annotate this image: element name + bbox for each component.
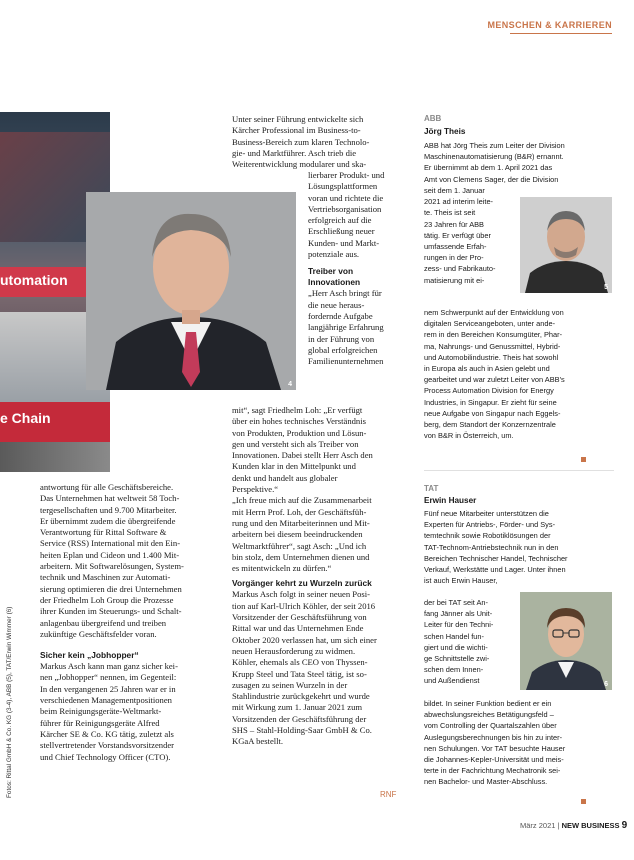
text-line: technik und Maschinen zur Automati- <box>40 572 171 583</box>
text-line: sierung optimieren die drei Unternehmen <box>40 583 182 594</box>
text-line: Markus Asch kann man ganz sicher kei- <box>40 661 178 672</box>
text-line: stellvertretender Vorstandsvorsitzender <box>40 740 175 751</box>
text-line: Kärcher Professional im Business-to- <box>232 125 361 136</box>
text-line: Vertriebsorganisation <box>308 203 382 214</box>
text-line: 2021 ad interim leite- <box>424 197 494 207</box>
text-line: tion auf Karl-Ulrich Köhler, der seit 2016 <box>232 600 376 611</box>
text-line: rung und den Mitarbeiterinnen und Mit- <box>232 517 370 528</box>
text-line: Weltmarktführer“, sagt Asch: „Und ich <box>232 540 367 551</box>
text-line: Krupp Steel und Tata Steel tätig, ist so- <box>232 668 367 679</box>
text-line: heiten Eplan und Cideon und 1.400 Mit- <box>40 549 180 560</box>
text-line: Markus Asch folgt in seiner neuen Posi- <box>232 589 370 600</box>
text-line: voran und richtete die <box>308 192 384 203</box>
text-line: gie- und Marktführer. Asch trieb die <box>232 147 357 158</box>
text-line: Fünf neue Mitarbeiter unterstützen die <box>424 509 549 518</box>
heading-innovationen: Treiber von Innovationen <box>308 266 361 288</box>
text-line: in der Führung von <box>308 333 375 344</box>
text-line: Stahlindustrie zurückgekehrt und wurde <box>232 691 370 702</box>
text-line: fang Jänner als Unit- <box>424 609 493 619</box>
text-line: 23 Jahren für ABB <box>424 219 484 229</box>
text-line: „Ich freue mich auf die Zusammenarbeit <box>232 495 372 506</box>
divider <box>424 470 614 471</box>
text-line: es mitentwickeln zu dürfen.“ <box>232 563 332 574</box>
column-1-paragraph <box>40 482 218 640</box>
text-line: tätig. Er verfügt über <box>424 230 491 240</box>
text-line: TAT-Technom-Antriebstechnik nun in den <box>424 542 559 552</box>
text-line: ABB hat Jörg Theis zum Leiter der Division <box>424 141 565 150</box>
text-line: die neue heraus- <box>308 299 365 310</box>
text-line: Das Unternehmen hat weltweit 58 Toch- <box>40 493 180 504</box>
photo-number: 5 <box>604 284 608 291</box>
text-line: und Außendienst <box>424 676 480 686</box>
text-line: Experten für Antriebs-, Förder- und Sys- <box>424 520 556 530</box>
footer-date: März 2021 <box>520 821 556 830</box>
text-line: ist auch Erwin Hauser, <box>424 576 498 586</box>
text-line: von B&R in Österreich, um. <box>424 431 514 441</box>
text-line: neuen Herausforderung zu widmen. <box>232 645 356 656</box>
text-line: te. Theis ist seit <box>424 208 476 218</box>
portrait-asch-drawing <box>86 192 296 390</box>
text-line: Perspektive.“ <box>232 484 279 495</box>
text-line: Bereichen Technischer Handel, Technischer <box>424 553 568 563</box>
text-line: in Europa als auch in Asien gelebt und <box>424 364 550 374</box>
label-tat: TAT <box>424 484 439 493</box>
text-line: Weiterentwicklung modularer und ska- <box>232 159 367 170</box>
text-line: Verantwortung für Rittal Software & <box>40 527 167 538</box>
text-line: umfassende Erfah- <box>424 242 487 252</box>
text-line: arbeitern. Mit Softwarelösungen, System- <box>40 561 184 572</box>
text-line: ma, Nahrungs- und Genussmittel, Hybrid- <box>424 341 561 351</box>
abb-text-full <box>424 140 614 185</box>
text-line: Vorsitzender der Geschäftsführung von <box>232 612 367 623</box>
text-line: schen Handel fun- <box>424 631 484 641</box>
tat-text-rest <box>424 698 614 788</box>
text-line: erfolgreich auf die <box>308 215 372 226</box>
portrait-hauser-drawing <box>520 592 612 690</box>
photo-number: 4 <box>288 381 292 388</box>
text-line: Oktober 2020 verlassen hat, um sich einer <box>232 634 377 645</box>
text-line: SHS – Stahl-Holding-Saar GmbH & Co. <box>232 725 372 736</box>
text-line: terte in der Fachrichtung Mechatronik sei- <box>424 766 561 776</box>
column-1-paragraph-2 <box>40 661 218 763</box>
text-line: Rittal war und das Unternehmen Ende <box>232 623 364 634</box>
text-line: mit Herrn Prof. Loh, der Geschäftsfüh- <box>232 506 367 517</box>
column-1 <box>40 482 218 763</box>
text-line: In den vergangenen 25 Jahren war er in <box>40 683 176 694</box>
heading-jobhopper: Sicher kein „Jobhopper“ <box>40 650 139 661</box>
text-line: Lösungsplattformen <box>308 181 378 192</box>
portrait-hauser <box>520 592 612 690</box>
page-number: 9 <box>621 820 628 831</box>
text-line: Business-Bereich zum klaren Technolo- <box>232 136 370 147</box>
text-line: zess- und Fabrikauto- <box>424 264 496 274</box>
text-line: antwortung für alle Geschäftsbereiche. <box>40 482 174 492</box>
text-line: berg, dem Standort der Konzernzentrale <box>424 420 556 430</box>
tat-text-narrow <box>424 597 516 687</box>
text-line: die Johannes-Kepler-Universität und meis- <box>424 755 564 765</box>
photo-number: 6 <box>604 681 608 688</box>
section-rule <box>510 33 612 34</box>
text-line: Verkauf, Werkstätte und Lager. Unter ihnen <box>424 565 566 575</box>
label-abb: ABB <box>424 114 442 123</box>
text-line: matisierung mit ei- <box>424 275 485 285</box>
text-line: seit dem 1. Januar <box>424 186 485 195</box>
photo-credit-text: Fotos: Rittal GmbH & Co. KG (3-4), ABB (5), TAT/Erwin Wimmer (6) <box>6 606 13 798</box>
text-line: lierbarer Produkt- und <box>308 170 385 180</box>
text-line: Köhler, ehemals als CEO von Thyssen- <box>232 657 368 668</box>
text-line: vom Controlling der Quartalszahlen über <box>424 721 557 731</box>
text-line: Vorsitzenden der Geschäftsführung der <box>232 713 367 724</box>
text-line: von Produkten, Produktion und Lösun- <box>232 427 367 438</box>
footer-magazine: NEW BUSINESS <box>561 821 620 830</box>
text-line: nen „Jobhopper“ nennen, im Gegenteil: <box>40 672 177 683</box>
text-line: arbeitern bei diesem beeindruckenden <box>232 529 363 540</box>
portrait-theis-drawing <box>520 197 612 293</box>
text-line: Auslegungsberechnungen bis hin zu inter- <box>424 732 563 742</box>
text-line: und Automobilindustrie. Theis hat sowohl <box>424 352 559 362</box>
text-line: bin stolz, dem Unternehmen dienen und <box>232 551 370 562</box>
text-line: Service (RSS) International mit den Ein- <box>40 538 181 549</box>
text-line: zusagen zu seinen Wurzeln in der <box>232 679 348 690</box>
text-line: Erschließung neuer <box>308 226 375 237</box>
text-line: nen Schulungen. Vor TAT besuchte Hauser <box>424 743 566 753</box>
text-line: „Herr Asch bringt für <box>308 288 382 299</box>
text-line: zukünftige Geschäftsfelder voran. <box>40 628 157 639</box>
text-line: Leiter für den Techni- <box>424 620 494 630</box>
text-line: Unter seiner Führung entwickelte sich <box>232 114 364 124</box>
name-hauser: Erwin Hauser <box>424 496 477 505</box>
text-line: über ein hohes technisches Verständnis <box>232 416 366 427</box>
text-line: Familienunternehmen <box>308 356 384 367</box>
text-line: Maschinenautomatisierung (B&R) ernannt. <box>424 152 564 162</box>
text-line: ge Schnittstelle zwi- <box>424 654 490 664</box>
text-line: Kunden klar in den Mittelpunkt und <box>232 461 356 472</box>
text-line: ihrer Kunden im Steuerungs- und Schalt- <box>40 606 182 617</box>
image-label-automation: utomation <box>0 272 68 288</box>
text-line: fordernde Aufgabe <box>308 310 373 321</box>
name-theis: Jörg Theis <box>424 127 466 136</box>
image-label-chain: e Chain <box>0 410 51 426</box>
text-line: langjährige Erfahrung <box>308 322 384 333</box>
text-line: bildet. In seiner Funktion bedient er ein <box>424 699 552 708</box>
portrait-theis <box>520 197 612 293</box>
footer: März 2021 | NEW BUSINESS 9 <box>520 820 628 831</box>
text-line: Er übernimmt zudem die übergreifende <box>40 515 176 526</box>
text-line: verschiedenen Managementpositionen <box>40 695 172 706</box>
text-line: Industries, in Singapur. Er zieht für seine <box>424 397 557 407</box>
abb-text-narrow <box>424 185 516 286</box>
column-2-top <box>232 114 402 170</box>
end-square <box>581 449 586 467</box>
text-line: schen dem Innen- <box>424 665 484 675</box>
text-line: nem Schwerpunkt auf der Entwicklung von <box>424 308 564 317</box>
text-line: Er übernimmt ab dem 1. April 2021 das <box>424 163 553 173</box>
text-line: neue Aufgabe von Singapur nach Eggels- <box>424 408 561 418</box>
text-line: global erfolgreichen <box>308 344 378 355</box>
text-line: Kunden- und Markt- <box>308 237 380 248</box>
text-line: denkt und handelt aus globaler <box>232 472 338 483</box>
text-line: rungen in der Pro- <box>424 253 484 263</box>
text-line: Amt von Clemens Sager, der die Division <box>424 174 559 184</box>
photo-credit <box>6 560 18 860</box>
text-line: anlagenbau übergreifend und treiben <box>40 617 167 628</box>
section-label: MENSCHEN & KARRIEREN <box>487 20 612 30</box>
text-line: gearbeitet und war zuletzt Leiter von ABB's <box>424 375 565 385</box>
text-line: Innovationen. Dabei stellt Herr Asch den <box>232 450 373 461</box>
column-2-mid <box>232 405 402 748</box>
text-line: der Friedhelm Loh Group die Prozesse <box>40 594 174 605</box>
signature: RNF <box>380 790 397 799</box>
text-line: beim Reinigungsgeräte-Weltmarkt- <box>40 706 162 717</box>
text-line: nen Bachelor- und Master-Abschluss. <box>424 777 548 787</box>
end-square-2 <box>581 791 586 809</box>
text-line: tergesellschaften und 9.700 Mitarbeiter. <box>40 504 177 515</box>
portrait-asch <box>86 192 296 390</box>
text-line: Process Automation Division for Energy <box>424 386 554 396</box>
text-line: führer für Reinigungsgeräte Alfred <box>40 717 160 728</box>
text-line: und Chief Technology Officer (CTO). <box>40 751 171 762</box>
text-line: gen und versteht sich als Treiber von <box>232 438 359 449</box>
text-line: mit Wirkung zum 1. Januar 2021 zum <box>232 702 363 713</box>
text-line: potenziale aus. <box>308 249 360 260</box>
text-line: giert und die wichti- <box>424 642 488 652</box>
abb-text-rest <box>424 307 614 441</box>
text-line: digitalen Serviceangeboten, unter ande- <box>424 319 556 329</box>
text-line: rem in den Bereichen Konsumgüter, Phar- <box>424 330 563 340</box>
column-2-right <box>308 170 402 367</box>
text-line: Kärcher SE & Co. KG tätig, zuletzt als <box>40 728 174 739</box>
text-line: temtechnik sowie Robotiklösungen der <box>424 531 551 541</box>
text-line: der bei TAT seit An- <box>424 598 488 607</box>
text-line: mit“, sagt Friedhelm Loh: „Er verfügt <box>232 405 363 415</box>
text-line: abwechslungsreiches Betätigungsfeld – <box>424 710 554 720</box>
text-line: KGaA bestellt. <box>232 736 284 747</box>
heading-wurzeln: Vorgänger kehrt zu Wurzeln zurück <box>232 578 372 589</box>
tat-text-full <box>424 508 614 586</box>
